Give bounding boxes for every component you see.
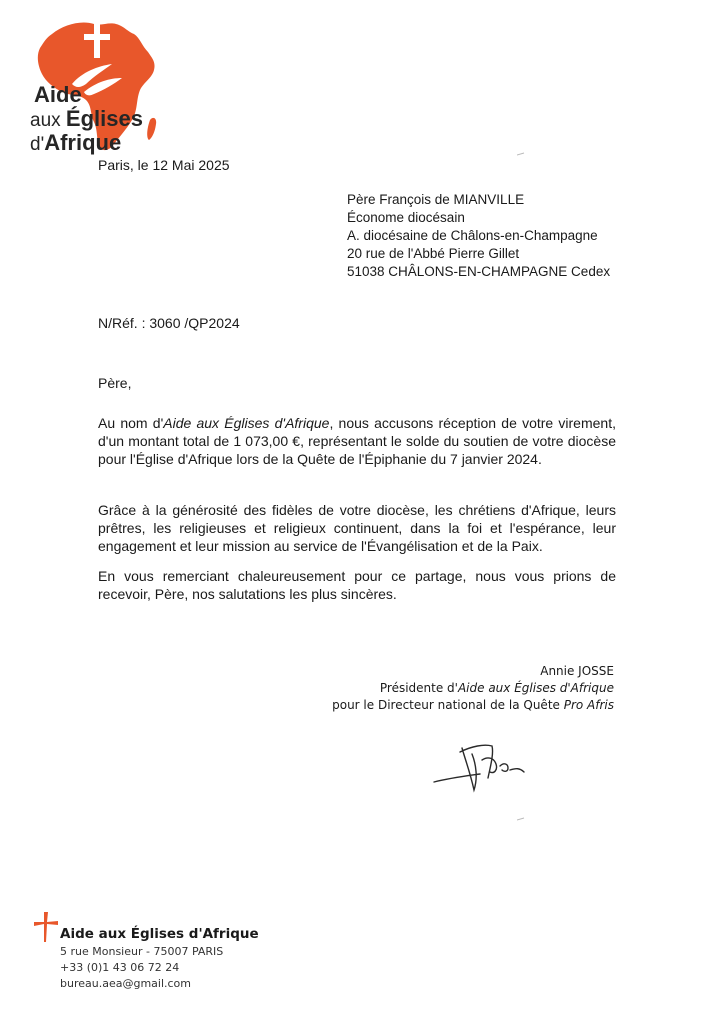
scan-speck bbox=[517, 152, 525, 156]
logo-text-line-1 bbox=[34, 84, 82, 108]
recipient-city: 51038 CHÂLONS-EN-CHAMPAGNE Cedex bbox=[347, 264, 611, 279]
cross-icon bbox=[32, 910, 60, 944]
footer-contact bbox=[60, 925, 259, 992]
letter-reference: N/Réf. : 3060 /QP2024 bbox=[98, 315, 240, 331]
body-paragraph-1: Au nom d'Aide aux Églises d'Afrique, nous accusons réception de votre virement, d'un montant total de 1 073,00 €, représentant le solde du soutien de votre diocèse pour l'Église d'Afrique lors de la Quête de l'Épiphanie du 7 janvier 2024. bbox=[98, 415, 616, 467]
letter-salutation: Père, bbox=[98, 375, 132, 391]
recipient-name: Père François de MIANVILLE bbox=[347, 192, 525, 207]
scan-speck bbox=[517, 817, 525, 821]
signatory-name: Annie JOSSE bbox=[540, 664, 614, 678]
footer-email: bureau.aea@gmail.com bbox=[60, 977, 192, 990]
logo-word-aux: aux bbox=[30, 110, 66, 131]
logo-word-eglises: Églises bbox=[65, 106, 143, 131]
letter-date: Paris, le 12 Mai 2025 bbox=[98, 157, 230, 173]
recipient-street: 20 rue de l'Abbé Pierre Gillet bbox=[347, 246, 520, 261]
signature-block bbox=[332, 663, 614, 714]
recipient-address bbox=[347, 191, 610, 281]
signatory-title: Présidente d'Aide aux Églises d'Afrique bbox=[379, 681, 614, 695]
org-name-italic: Aide aux Églises d'Afrique bbox=[163, 415, 330, 431]
logo-word-aide: Aide bbox=[34, 82, 82, 107]
signatory-role: pour le Directeur national de la Quête Pro Afris bbox=[332, 698, 614, 712]
footer-address: 5 rue Monsieur - 75007 PARIS bbox=[60, 945, 224, 958]
body-paragraph-3: En vous remerciant chaleureusement pour ce partage, nous vous prions de recevoir, Père, nos salutations les plus sincères. bbox=[98, 568, 616, 602]
logo-text-line-2 bbox=[30, 108, 143, 132]
recipient-function: Économe diocésain bbox=[347, 210, 465, 225]
recipient-organization: A. diocésaine de Châlons-en-Champagne bbox=[347, 228, 598, 243]
footer-organization: Aide aux Églises d'Afrique bbox=[60, 926, 259, 942]
handwritten-signature bbox=[432, 738, 532, 796]
logo-word-afrique: Afrique bbox=[44, 130, 122, 155]
logo-word-d: d' bbox=[30, 134, 45, 155]
logo-text-line-3 bbox=[30, 132, 121, 156]
footer-phone: +33 (0)1 43 06 72 24 bbox=[60, 961, 180, 974]
body-paragraph-2: Grâce à la générosité des fidèles de votre diocèse, les chrétiens d'Afrique, leurs prêtres, les religieuses et religieux continuent, dans la foi et l'espérance, leur engagement et leur mission au service de l'Évangélisation et de la Paix. bbox=[98, 502, 616, 554]
